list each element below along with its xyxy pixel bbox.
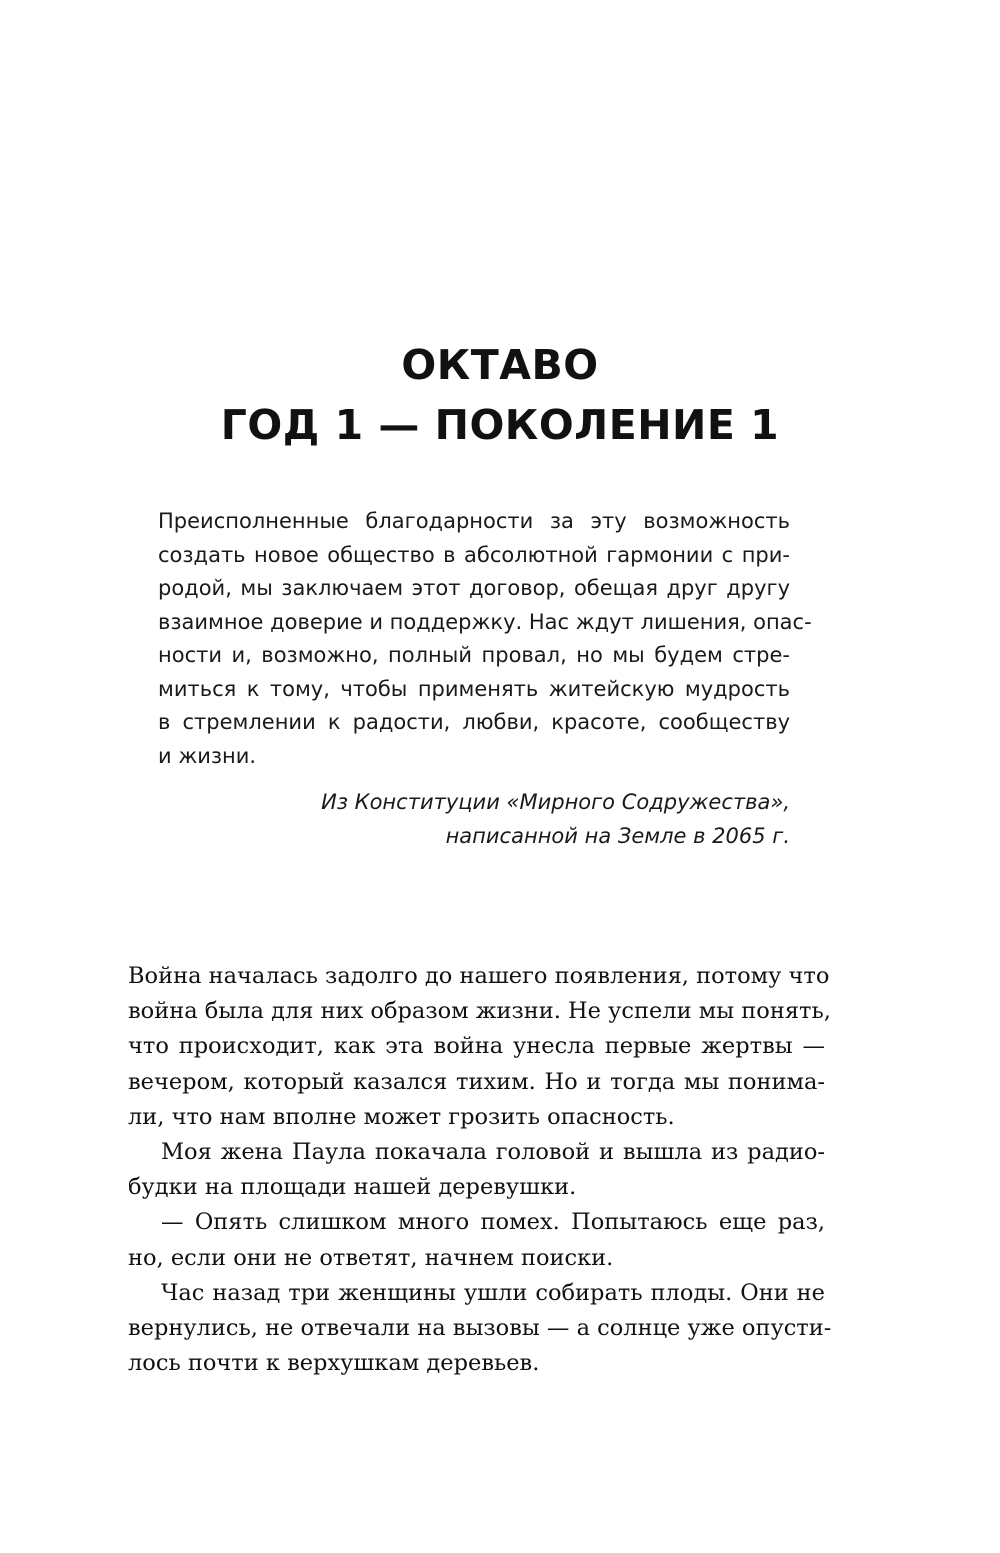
- epigraph-line: в стремлении к радости, любви, красоте, сообществу: [158, 710, 790, 734]
- body-line: Моя жена Паула покачала головой и вышла из радио-: [161, 1139, 825, 1166]
- body-line: что происходит, как эта война унесла первые жертвы —: [128, 1033, 825, 1060]
- body-text: [128, 959, 832, 1381]
- epigraph-line: миться к тому, чтобы применять житейскую мудрость: [158, 676, 790, 701]
- epigraph-line: Преисполненные благодарности за эту возможность: [158, 509, 790, 533]
- body-line: Война началась задолго до нашего появления, потому что: [128, 963, 830, 989]
- epigraph-source: [158, 786, 790, 853]
- body-line: война была для них образом жизни. Не успели мы понять,: [128, 998, 831, 1025]
- body-line: Час назад три женщины ушли собирать плоды. Они не: [161, 1279, 825, 1306]
- epigraph-line: ности и, возможно, полный провал, но мы будем стре-: [158, 643, 790, 667]
- body-line: будки на площади нашей деревушки.: [128, 1174, 577, 1201]
- body-line: — Опять слишком много помех. Попытаюсь еще раз,: [161, 1209, 825, 1236]
- epigraph-source-line: Из Конституции «Мирного Содружества»,: [321, 790, 790, 814]
- epigraph-line: создать новое общество в абсолютной гармонии с при-: [158, 542, 790, 567]
- chapter-subtitle: ГОД 1 — ПОКОЛЕНИЕ 1: [220, 401, 780, 449]
- body-line: ли, что нам вполне может грозить опасность.: [128, 1103, 675, 1130]
- body-line: лось почти к верхушкам деревьев.: [128, 1350, 540, 1377]
- epigraph-line: взаимное доверие и поддержку. Нас ждут лишения, опас-: [158, 609, 812, 634]
- chapter-heading: [0, 335, 1000, 455]
- body-line: вечером, который казался тихим. Но и тогда мы понима-: [128, 1068, 825, 1095]
- epigraph: [158, 505, 812, 773]
- body-line: но, если они не ответят, начнем поиски.: [128, 1244, 614, 1271]
- epigraph-source-line: написанной на Земле в 2065 г.: [445, 823, 790, 848]
- epigraph-line: родой, мы заключаем этот договор, обещая друг другу: [158, 576, 790, 600]
- epigraph-line: и жизни.: [158, 743, 257, 768]
- chapter-title: ОКТАВО: [401, 341, 599, 389]
- body-line: вернулись, не отвечали на вызовы — а солнце уже опусти-: [128, 1315, 832, 1342]
